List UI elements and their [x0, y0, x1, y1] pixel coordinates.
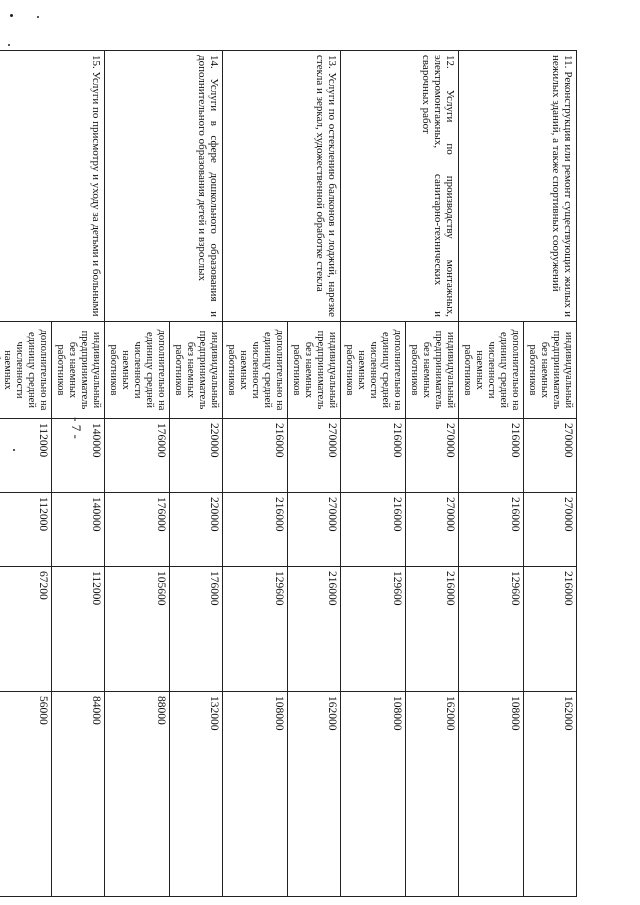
service-cell: 11. Реконструкция или ремонт существующих жилых и нежилых зданий, а также спортивных сооружений	[459, 51, 577, 322]
value-cell: 176000	[105, 493, 170, 567]
table-row	[406, 51, 459, 897]
value-cell: 216000	[524, 567, 577, 692]
value-cell: 216000	[223, 419, 288, 493]
fee-table	[0, 50, 577, 897]
value-cell: 216000	[341, 493, 406, 567]
value-cell: 162000	[288, 692, 341, 897]
category-cell: индивидуальный предприниматель без наемных работников	[52, 322, 105, 419]
value-cell: 216000	[406, 567, 459, 692]
value-cell: 140000	[52, 419, 105, 493]
value-cell: 112000	[0, 419, 52, 493]
value-cell: 176000	[170, 567, 223, 692]
service-cell: 15. Услуги по присмотру и уходу за детьми и больными	[0, 51, 105, 322]
category-cell: индивидуальный предприниматель без наемных работников	[288, 322, 341, 419]
scan-speck	[8, 44, 10, 46]
value-cell: 162000	[524, 692, 577, 897]
category-cell: дополнительно на единицу средней численности наемных	[0, 322, 52, 419]
table-row	[170, 51, 223, 897]
scan-speck	[10, 14, 13, 17]
value-cell: 112000	[52, 567, 105, 692]
value-cell: 88000	[105, 692, 170, 897]
value-cell: 220000	[170, 493, 223, 567]
value-cell: 56000	[0, 692, 52, 897]
value-cell: 162000	[406, 692, 459, 897]
value-cell: 129600	[223, 567, 288, 692]
service-cell: 13. Услуги по остеклению балконов и лоджий, нарезке стекла и зеркал, художественной обработке стекла	[223, 51, 341, 322]
table-row	[52, 51, 105, 897]
category-cell: дополнительно на единицу средней численности наемных работников	[459, 322, 524, 419]
value-cell: 270000	[524, 493, 577, 567]
value-cell: 108000	[459, 692, 524, 897]
value-cell: 108000	[223, 692, 288, 897]
value-cell: 270000	[288, 419, 341, 493]
category-cell: дополнительно на единицу средней численности наемных работников	[341, 322, 406, 419]
service-cell: 12. Услуги по производству монтажных, электромонтажных, санитарно-технических и сварочных работ	[341, 51, 459, 322]
value-cell: 216000	[288, 567, 341, 692]
category-cell: индивидуальный предприниматель без наемных работников	[406, 322, 459, 419]
value-cell: 216000	[459, 419, 524, 493]
value-cell: 67200	[0, 567, 52, 692]
value-cell: 140000	[52, 493, 105, 567]
table-row	[524, 51, 577, 897]
value-cell: 216000	[341, 419, 406, 493]
rotated-table-frame	[2, 50, 577, 896]
value-cell: 216000	[223, 493, 288, 567]
category-cell: дополнительно на единицу средней численности наемных работников	[105, 322, 170, 419]
value-cell: 270000	[406, 493, 459, 567]
value-cell: 270000	[406, 419, 459, 493]
value-cell: 220000	[170, 419, 223, 493]
value-cell: 216000	[459, 493, 524, 567]
table-row	[288, 51, 341, 897]
service-cell: 14. Услуги в сфере дошкольного образования и дополнительного образования детей и взрослых	[105, 51, 223, 322]
value-cell: 129600	[459, 567, 524, 692]
scan-speck	[37, 16, 39, 18]
table-region	[2, 50, 577, 896]
category-cell: индивидуальный предприниматель без наемных работников	[524, 322, 577, 419]
value-cell: 176000	[105, 419, 170, 493]
category-cell: дополнительно на единицу средней численности наемных работников	[223, 322, 288, 419]
value-cell: 132000	[170, 692, 223, 897]
value-cell: 270000	[288, 493, 341, 567]
value-cell: 129600	[341, 567, 406, 692]
value-cell: 108000	[341, 692, 406, 897]
value-cell: 112000	[0, 493, 52, 567]
page-number: - 7 -	[69, 417, 84, 439]
category-cell: индивидуальный предприниматель без наемных работников	[170, 322, 223, 419]
value-cell: 105600	[105, 567, 170, 692]
value-cell: 84000	[52, 692, 105, 897]
value-cell: 270000	[524, 419, 577, 493]
